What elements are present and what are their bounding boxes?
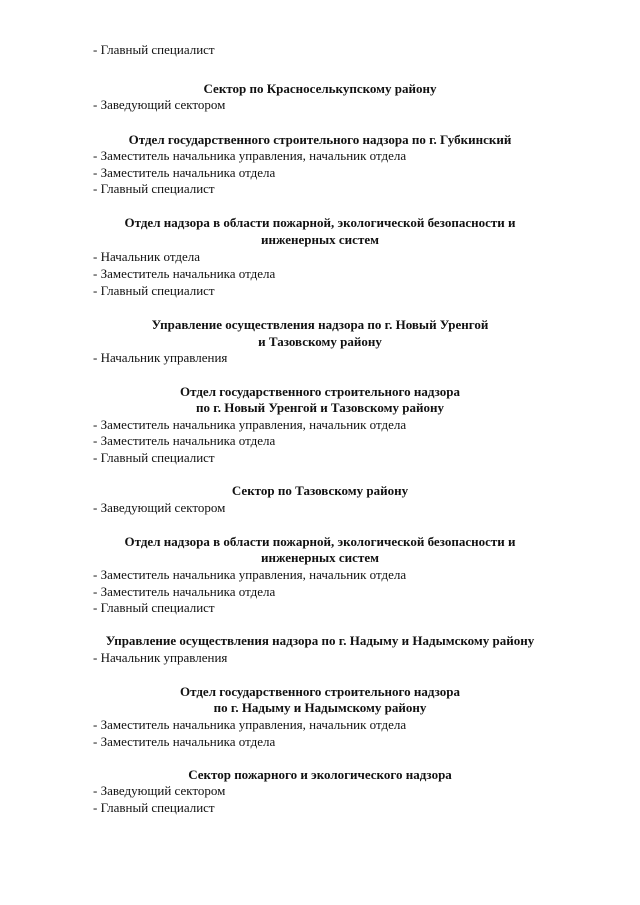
- list-item: - Заместитель начальника управления, начальник отдела: [93, 417, 407, 432]
- list-item: - Заведующий сектором: [93, 500, 226, 515]
- section-heading: Управление осуществления надзора по г. Новый Уренгой: [151, 317, 489, 332]
- section-heading: и Тазовскому району: [258, 334, 382, 349]
- list-item: - Заведующий сектором: [93, 783, 226, 798]
- section-heading: Отдел государственного строительного надзора: [180, 384, 460, 399]
- section-heading: Отдел государственного строительного надзора: [180, 684, 460, 699]
- list-item: - Заместитель начальника отдела: [93, 734, 276, 749]
- list-item: - Заместитель начальника управления, начальник отдела: [93, 148, 407, 163]
- section-heading: Сектор пожарного и экологического надзора: [188, 767, 452, 782]
- section-heading: Отдел надзора в области пожарной, экологической безопасности и: [124, 534, 516, 549]
- section-heading: Отдел надзора в области пожарной, экологической безопасности и: [124, 215, 516, 230]
- list-item: - Заместитель начальника управления, начальник отдела: [93, 717, 407, 732]
- section-heading: по г. Надыму и Надымскому району: [213, 700, 427, 715]
- list-item: - Главный специалист: [93, 600, 215, 615]
- list-item: - Главный специалист: [93, 800, 215, 815]
- list-item: - Заместитель начальника отдела: [93, 266, 276, 281]
- list-item: - Заместитель начальника отдела: [93, 584, 276, 599]
- list-item: - Начальник управления: [93, 350, 228, 365]
- section-heading: инженерных систем: [261, 550, 379, 565]
- section-heading: Управление осуществления надзора по г. Надыму и Надымскому району: [105, 633, 535, 648]
- list-item: - Начальник управления: [93, 650, 228, 665]
- section-heading: инженерных систем: [261, 232, 379, 247]
- section-heading: Отдел государственного строительного надзора по г. Губкинский: [128, 132, 512, 147]
- list-item: - Заместитель начальника управления, начальник отдела: [93, 567, 407, 582]
- list-item: - Главный специалист: [93, 450, 215, 465]
- list-item: - Заместитель начальника отдела: [93, 433, 276, 448]
- list-item: - Главный специалист: [93, 181, 215, 196]
- list-item: - Главный специалист: [93, 42, 215, 57]
- list-item: - Главный специалист: [93, 283, 215, 298]
- section-heading: по г. Новый Уренгой и Тазовскому району: [196, 400, 444, 415]
- list-item: - Заведующий сектором: [93, 97, 226, 112]
- list-item: - Начальник отдела: [93, 249, 201, 264]
- section-heading: Сектор по Тазовскому району: [231, 483, 409, 498]
- section-heading: Сектор по Красноселькупскому району: [203, 81, 437, 96]
- list-item: - Заместитель начальника отдела: [93, 165, 276, 180]
